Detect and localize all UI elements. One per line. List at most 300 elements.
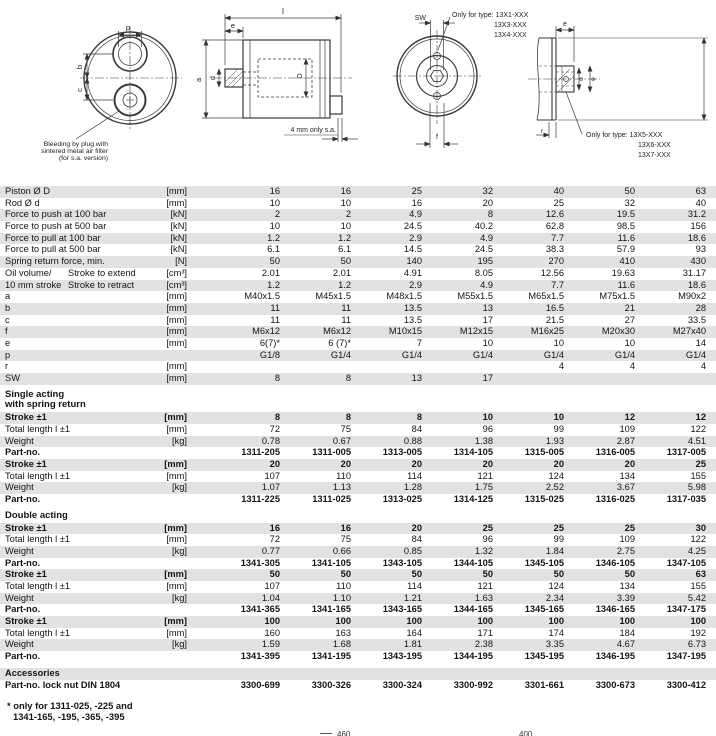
value-cell: 195 (477, 256, 493, 267)
spec-row (0, 280, 716, 292)
value-cell: 1343-105 (382, 557, 422, 568)
value-cell: 24.5 (474, 244, 493, 255)
footnote-line: 1341-165, -195, -365, -395 (13, 711, 125, 723)
value-cell: 1.28 (403, 482, 422, 493)
row-label: Part-no. (5, 651, 41, 662)
type-note-2-line3: 13X7-XXX (638, 152, 671, 159)
value-cell: 38.3 (545, 244, 564, 255)
row-label: Stroke ±1 (5, 412, 47, 423)
value-cell: 160 (264, 627, 280, 638)
spec-row (0, 221, 716, 233)
value-cell: 1.81 (403, 639, 422, 650)
value-cell: 32 (624, 197, 635, 208)
value-cell: 12.56 (540, 267, 564, 278)
dim-label-c: c (75, 88, 84, 92)
value-cell: 19.5 (616, 209, 635, 220)
value-cell: 6.1 (338, 244, 351, 255)
row-label: f (5, 326, 8, 337)
value-cell: 10 (340, 221, 351, 232)
value-cell: 1315-025 (524, 494, 564, 505)
part-no-row (0, 651, 716, 663)
clipped-dimension-line (320, 733, 332, 734)
row-label: Weight (5, 435, 34, 446)
spec-row (0, 350, 716, 362)
value-cell: 1341-165 (311, 604, 351, 615)
value-cell: 96 (482, 534, 493, 545)
value-cell: G1/4 (685, 349, 706, 360)
value-cell: 6.73 (687, 639, 706, 650)
value-cell: 1341-305 (240, 557, 280, 568)
value-cell: 4.67 (616, 639, 635, 650)
value-cell: 100 (477, 616, 493, 627)
value-cell: 10 (624, 337, 635, 348)
row-unit: [kg] (172, 545, 187, 556)
value-cell: 4 (558, 361, 564, 372)
part-no-row (0, 447, 716, 459)
stroke-row (0, 569, 716, 581)
value-cell: 16 (269, 522, 280, 533)
part-no-row (0, 604, 716, 616)
value-cell: 1317-035 (666, 494, 706, 505)
value-cell: 1.2 (267, 279, 280, 290)
value-cell: 109 (619, 423, 635, 434)
type-note-1-line3: 13X4-XXX (494, 32, 527, 39)
value-cell: 3300-673 (595, 679, 635, 690)
value-cell: 4 (700, 361, 706, 372)
part-no-row (0, 558, 716, 570)
value-cell: 1344-195 (453, 651, 493, 662)
value-cell: 57.9 (616, 244, 635, 255)
value-cell: 12.6 (545, 209, 564, 220)
value-cell: 1343-165 (382, 604, 422, 615)
spec-row (0, 209, 716, 221)
value-cell: 11 (270, 314, 280, 325)
value-cell: 96 (482, 423, 493, 434)
type-note-2-line2: 13X6-XXX (638, 142, 671, 149)
value-cell: 13 (411, 373, 422, 383)
row-unit: [cm³] (166, 267, 187, 278)
value-cell: 8.05 (474, 267, 493, 278)
row-label: Force to pull at 500 bar (5, 244, 101, 255)
dim-label-e: e (230, 21, 236, 30)
value-cell: 2.9 (409, 279, 422, 290)
row-label: Accessories (5, 667, 60, 678)
row-label: Force to pull at 100 bar (5, 232, 101, 243)
value-cell: 1311-225 (241, 494, 280, 505)
row-label: e (5, 337, 11, 348)
row-label: Stroke ±1 (5, 616, 47, 627)
value-cell: 13.5 (403, 302, 422, 313)
value-cell: M55x1.5 (457, 291, 493, 302)
value-cell: 11 (341, 314, 351, 325)
value-cell: 50 (269, 569, 280, 580)
value-cell: 134 (619, 581, 635, 592)
value-cell: 93 (695, 244, 706, 255)
hex-end-view-drawing (393, 17, 481, 148)
technical-drawings (0, 0, 716, 182)
value-cell: 84 (411, 534, 422, 545)
value-cell: 124 (548, 581, 564, 592)
bleeding-note-line3: (for s.a. version) (58, 155, 108, 162)
row-label: Stroke ±1 (5, 459, 47, 470)
value-cell: 3.67 (616, 482, 635, 493)
value-cell: 31.2 (687, 209, 706, 220)
value-cell: 140 (406, 256, 422, 267)
value-cell: 12 (624, 412, 635, 423)
value-cell: 18.6 (687, 232, 706, 243)
row-label: Weight (5, 592, 34, 603)
value-cell: 50 (340, 569, 351, 580)
value-cell: 28 (695, 302, 706, 313)
value-cell: 5.98 (687, 482, 706, 493)
weight-row (0, 639, 716, 651)
row-label: Total length l ±1 (5, 470, 71, 481)
value-cell: 4.9 (480, 232, 493, 243)
value-cell: 75 (340, 534, 351, 545)
value-cell: 10 (269, 197, 280, 208)
row-unit: [kN] (170, 232, 187, 243)
value-cell: 100 (264, 616, 280, 627)
type-note-2-line1: Only for type: 13X5-XXX (586, 132, 663, 139)
value-cell: 100 (690, 616, 706, 627)
value-cell: 11.6 (617, 232, 635, 243)
row-label: c (5, 314, 10, 325)
dim-label-D: D (295, 73, 304, 79)
row-unit: [mm] (166, 581, 187, 592)
value-cell: 6.1 (267, 244, 280, 255)
dim-label-b: b (75, 64, 84, 70)
value-cell: 1341-395 (240, 651, 280, 662)
value-cell: M20x30 (601, 326, 635, 337)
value-cell: 99 (553, 423, 564, 434)
value-cell: 1316-025 (595, 494, 635, 505)
row-label: Force to push at 100 bar (5, 209, 107, 220)
value-cell: 24.5 (403, 221, 422, 232)
value-cell: 1311-005 (312, 447, 351, 458)
value-cell: 1345-195 (524, 651, 564, 662)
value-cell: 1.2 (267, 232, 280, 243)
stroke-row (0, 523, 716, 535)
value-cell: 25 (624, 522, 635, 533)
value-cell: 7.7 (551, 279, 564, 290)
value-cell: 1.59 (261, 639, 280, 650)
value-cell: 6 (7)* (328, 337, 351, 348)
value-cell: 1.68 (332, 639, 351, 650)
row-label: SW (5, 373, 20, 383)
row-unit: [kg] (172, 435, 187, 446)
value-cell: 2.38 (474, 639, 493, 650)
value-cell: 1314-105 (453, 447, 493, 458)
value-cell: 50 (340, 256, 351, 267)
row-unit: [mm] (166, 470, 187, 481)
spec-row (0, 198, 716, 210)
value-cell: 1345-165 (524, 604, 564, 615)
row-label: Part-no. lock nut DIN 1804 (5, 679, 121, 690)
value-cell: M45x1.5 (315, 291, 351, 302)
value-cell: 25 (482, 522, 493, 533)
spec-row (0, 268, 716, 280)
row-unit: [kN] (170, 221, 187, 232)
value-cell: 270 (548, 256, 564, 267)
value-cell: 174 (548, 627, 564, 638)
value-cell: 16 (411, 197, 422, 208)
value-cell: 2.75 (616, 545, 635, 556)
spec-row (0, 186, 716, 198)
value-cell: 32 (482, 186, 493, 196)
value-cell: M10x15 (388, 326, 422, 337)
value-cell: 124 (548, 470, 564, 481)
value-cell: 50 (624, 569, 635, 580)
value-cell: 25 (553, 522, 564, 533)
weight-row (0, 482, 716, 494)
total-length-row (0, 581, 716, 593)
row-label: b (5, 302, 11, 313)
value-cell: 1316-005 (595, 447, 635, 458)
dim-label-sw: SW (414, 15, 426, 22)
value-cell: 0.67 (332, 435, 351, 446)
value-cell: 107 (264, 470, 280, 481)
value-cell: 1.13 (332, 482, 351, 493)
value-cell: 40 (695, 197, 706, 208)
row-label: Rod Ø d (5, 197, 40, 208)
value-cell: 16 (269, 186, 280, 196)
row-unit: [mm] (164, 569, 187, 580)
value-cell: 1346-105 (595, 557, 635, 568)
row-label: Total length l ±1 (5, 423, 71, 434)
section-heading (0, 506, 716, 523)
value-cell: 12 (695, 412, 706, 423)
value-cell: 7 (416, 337, 422, 348)
dim-label-e3: e (590, 77, 597, 81)
section-heading (0, 385, 716, 413)
value-cell: 8 (345, 412, 351, 423)
row-label: Total length l ±1 (5, 581, 71, 592)
value-cell: 2.01 (332, 267, 351, 278)
value-cell: 1314-125 (453, 494, 493, 505)
bleeding-note-line2: sintered metal air filter (41, 148, 108, 155)
value-cell: 110 (336, 581, 351, 592)
spec-row (0, 326, 716, 338)
row-unit: [mm] (166, 423, 187, 434)
value-cell: 0.85 (403, 545, 422, 556)
value-cell: 1341-105 (311, 557, 351, 568)
dim-label-r: r (540, 128, 543, 135)
value-cell: 30 (695, 522, 706, 533)
value-cell: 10 (482, 337, 493, 348)
value-cell: 20 (482, 459, 493, 470)
value-cell: 100 (335, 616, 351, 627)
value-cell: M27x40 (672, 326, 706, 337)
value-cell: 14 (695, 337, 706, 348)
value-cell: 20 (411, 459, 422, 470)
row-unit: [kg] (172, 639, 187, 650)
value-cell: 4 (629, 361, 635, 372)
value-cell: 2 (274, 209, 280, 220)
value-cell: 4.25 (687, 545, 706, 556)
value-cell: 1345-105 (524, 557, 564, 568)
value-cell: 25 (411, 186, 422, 196)
value-cell: 84 (411, 423, 422, 434)
value-cell: 2.87 (616, 435, 635, 446)
type-note-1-line2: 13X3-XXX (494, 22, 527, 29)
value-cell: 6(7)* (259, 337, 280, 348)
value-cell: 11 (341, 302, 351, 313)
spec-row (0, 315, 716, 327)
value-cell: 134 (619, 470, 635, 481)
row-unit: [mm] (166, 186, 187, 196)
value-cell: 1347-105 (666, 557, 706, 568)
value-cell: G1/4 (401, 349, 422, 360)
value-cell: 8 (274, 373, 280, 383)
value-cell: M6x12 (252, 326, 280, 337)
stroke-row (0, 616, 716, 628)
spec-row (0, 256, 716, 268)
value-cell: 2.01 (261, 267, 280, 278)
value-cell: 122 (690, 423, 706, 434)
value-cell: 75 (340, 423, 351, 434)
row-label: Total length l ±1 (5, 534, 71, 545)
value-cell: 110 (336, 470, 351, 481)
value-cell: 25 (695, 459, 706, 470)
value-cell: 33.5 (687, 314, 706, 325)
value-cell: 17 (482, 373, 493, 383)
value-cell: 72 (269, 534, 280, 545)
row-unit: [mm] (166, 326, 187, 337)
value-cell: M75x1.5 (599, 291, 635, 302)
value-cell: 0.88 (403, 435, 422, 446)
value-cell: 1.07 (261, 482, 280, 493)
value-cell: 192 (690, 627, 706, 638)
spec-row (0, 361, 716, 373)
spec-row (0, 233, 716, 245)
value-cell: 2.9 (409, 232, 422, 243)
value-cell: 100 (548, 616, 564, 627)
value-cell: M65x1.5 (528, 291, 564, 302)
accessories-heading (0, 668, 716, 680)
value-cell: 8 (487, 209, 493, 220)
type-note-1-line1: Only for type: 13X1-XXX (452, 12, 529, 19)
row-label: Force to push at 500 bar (5, 221, 107, 232)
value-cell: 155 (690, 581, 706, 592)
row-unit: [mm] (166, 291, 187, 302)
value-cell: 1.04 (261, 592, 280, 603)
value-cell: 4.9 (480, 279, 493, 290)
value-cell: 21 (624, 302, 635, 313)
value-cell: 100 (619, 616, 635, 627)
value-cell: 2.34 (545, 592, 564, 603)
row-unit: [mm] (166, 373, 187, 383)
value-cell: 16 (340, 522, 351, 533)
row-unit: [kN] (170, 209, 187, 220)
value-cell: 11 (270, 302, 280, 313)
value-cell: 2.52 (545, 482, 564, 493)
value-cell: 40 (553, 186, 564, 196)
value-cell: 1311-205 (241, 447, 280, 458)
value-cell: 50 (553, 569, 564, 580)
row-label: Weight (5, 482, 34, 493)
total-length-row (0, 534, 716, 546)
row-label: Part-no. (5, 604, 41, 615)
value-cell: 0.78 (261, 435, 280, 446)
row-unit: [mm] (166, 534, 187, 545)
value-cell: 10 (340, 197, 351, 208)
value-cell: 0.77 (261, 545, 280, 556)
value-cell: 1343-195 (382, 651, 422, 662)
value-cell: 20 (340, 459, 351, 470)
value-cell: 20 (269, 459, 280, 470)
row-unit: [mm] (166, 337, 187, 348)
value-cell: M16x25 (530, 326, 564, 337)
value-cell: 72 (269, 423, 280, 434)
row-label: Stroke ±1 (5, 569, 47, 580)
value-cell: 1346-165 (595, 604, 635, 615)
value-cell: G1/4 (543, 349, 564, 360)
dim-label-d: d (210, 76, 217, 80)
value-cell: 20 (411, 522, 422, 533)
value-cell: M40x1.5 (244, 291, 280, 302)
dim-label-l: l (282, 7, 284, 16)
value-cell: 1344-105 (453, 557, 493, 568)
value-cell: 1.2 (338, 232, 351, 243)
value-cell: 1347-175 (666, 604, 706, 615)
dim-label-a: a (194, 77, 203, 83)
value-cell: G1/4 (472, 349, 493, 360)
value-cell: 25 (553, 197, 564, 208)
value-cell: 27 (624, 314, 635, 325)
row-unit: [kg] (172, 592, 187, 603)
value-cell: 10 (269, 221, 280, 232)
weight-row (0, 436, 716, 448)
value-cell: 164 (406, 627, 422, 638)
value-cell: G1/4 (614, 349, 635, 360)
value-cell: G1/4 (330, 349, 351, 360)
row-label: a (5, 291, 11, 302)
value-cell: 50 (624, 186, 635, 196)
spec-row (0, 373, 716, 385)
value-cell: 1346-195 (595, 651, 635, 662)
row-label: Piston Ø D (5, 186, 50, 196)
clipped-text-460: 460 (337, 730, 351, 736)
value-cell: 14.5 (403, 244, 422, 255)
value-cell: 63 (695, 569, 706, 580)
row-label: Total length l ±1 (5, 627, 71, 638)
row-label: Part-no. (5, 494, 41, 505)
row-unit: [mm] (166, 361, 187, 372)
row-unit: [kg] (172, 482, 187, 493)
row-label: r (5, 361, 9, 372)
stroke-row (0, 412, 716, 424)
row-unit: [mm] (166, 197, 187, 208)
accessory-row (0, 680, 716, 692)
value-cell: 1341-365 (240, 604, 280, 615)
value-cell: 107 (264, 581, 280, 592)
value-cell: 109 (619, 534, 635, 545)
row-unit: [cm³] (166, 279, 187, 290)
value-cell: 19.63 (611, 267, 635, 278)
value-cell: 98.5 (616, 221, 635, 232)
value-cell: 20 (624, 459, 635, 470)
row-label: Weight (5, 545, 34, 556)
value-cell: 31.17 (682, 267, 706, 278)
value-cell: 121 (477, 470, 493, 481)
dim-label-f: f (436, 134, 438, 141)
weight-row (0, 593, 716, 605)
total-length-row (0, 424, 716, 436)
row-unit: [mm] (164, 522, 187, 533)
spec-row (0, 291, 716, 303)
sa-plug-note: 4 mm only s.a. (290, 127, 336, 134)
row-label: Oil volume/ Stroke to extend (5, 267, 136, 278)
